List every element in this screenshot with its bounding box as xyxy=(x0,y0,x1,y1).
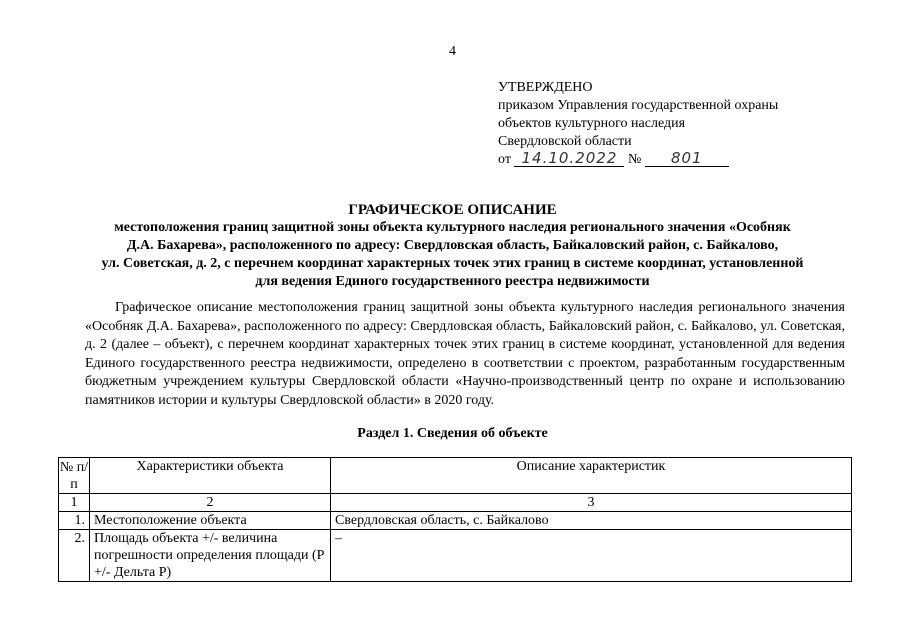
table-row xyxy=(59,530,852,582)
document-title xyxy=(60,201,845,291)
column-number: 1 xyxy=(59,494,90,512)
column-number: 3 xyxy=(331,494,852,512)
table-header-row xyxy=(59,458,852,494)
title-line: ул. Советская, д. 2, с перечнем координат характерных точек этих границ в системе координат, установленной xyxy=(101,256,804,271)
approval-date-row xyxy=(498,151,778,169)
intro-paragraph: Графическое описание местоположения границ защитной зоны объекта культурного наследия регионального значения «Особняк Д.А. Бахарева», расположенного по адресу: Свердловская область, Байкаловский район, с. Байкалово, ул. Советская, д. 2 (далее – объект), с перечнем координат характерных точек этих границ в системе координат, установленной для ведения Единого государственного реестра недвижимости, определено в соответствии с проектом, разработанным государственным бюджетным учреждением культуры Свердловской области «Научно-производственный центр по охране и использованию памятников истории и культуры Свердловской области» в 2020 году. xyxy=(85,300,845,408)
handwritten-number: 801 xyxy=(645,151,729,167)
approval-title: УТВЕРЖДЕНО xyxy=(498,80,593,95)
title-line: Д.А. Бахарева», расположенного по адресу: Свердловская область, Байкаловский район, с. Байкалово, xyxy=(126,238,779,253)
row-description: Свердловская область, с. Байкалово xyxy=(331,512,852,530)
title-main: ГРАФИЧЕСКОЕ ОПИСАНИЕ xyxy=(348,202,557,218)
row-characteristic: Площадь объекта +/- величина погрешности определения площади (P +/- Дельта P) xyxy=(90,530,331,582)
page-number: 4 xyxy=(449,44,456,59)
approval-line: Свердловской области xyxy=(498,134,632,149)
from-label: от xyxy=(498,152,511,167)
header-num: № п/п xyxy=(59,458,90,494)
number-label: № xyxy=(627,152,642,167)
object-info-table xyxy=(58,457,852,582)
section-title: Раздел 1. Сведения об объекте xyxy=(357,426,548,441)
table-numbering-row xyxy=(59,494,852,512)
table-row xyxy=(59,512,852,530)
row-num: 1. xyxy=(59,512,90,530)
column-number: 2 xyxy=(90,494,331,512)
approval-line: приказом Управления государственной охраны xyxy=(498,98,779,113)
approval-line: объектов культурного наследия xyxy=(498,116,686,131)
title-line: для ведения Единого государственного реестра недвижимости xyxy=(255,274,650,289)
approval-stamp xyxy=(498,79,778,169)
handwritten-date: 14.10.2022 xyxy=(514,151,624,167)
title-line: местоположения границ защитной зоны объекта культурного наследия регионального значения «Особняк xyxy=(114,220,791,235)
row-num: 2. xyxy=(59,530,90,582)
header-description: Описание характеристик xyxy=(331,458,852,494)
row-characteristic: Местоположение объекта xyxy=(90,512,331,530)
header-characteristic: Характеристики объекта xyxy=(90,458,331,494)
row-description: – xyxy=(331,530,852,582)
